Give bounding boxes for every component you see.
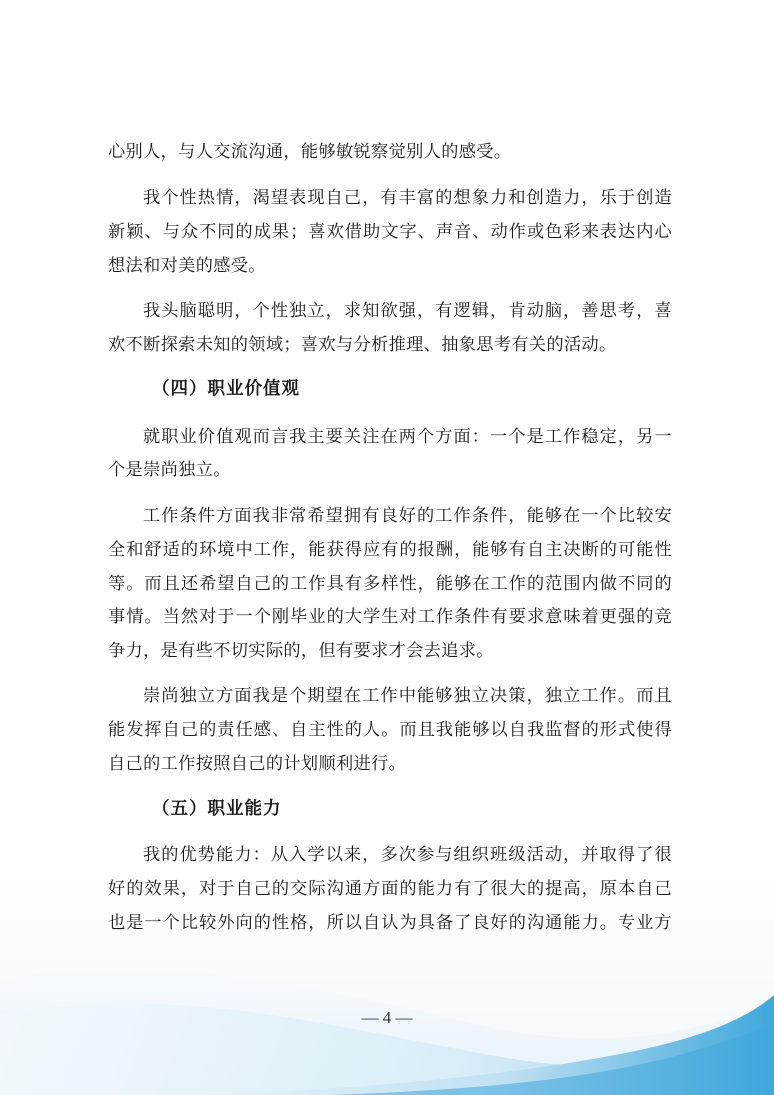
paragraph-line: 等。而且还希望自己的工作具有多样性，能够在工作的范围内做不同的 (108, 574, 672, 594)
paragraph-line: 全和舒适的环境中工作，能获得应有的报酬，能够有自主决断的可能性 (108, 540, 672, 560)
paragraph-line: 好的效果，对于自己的交际沟通方面的能力有了很大的提高，原本自己 (108, 879, 672, 899)
section-heading-ability: （五）职业能力 (152, 799, 282, 819)
paragraph-line: 心别人，与人交流沟通，能够敏锐察觉别人的感受。 (108, 142, 512, 162)
paragraph-line: 就职业价值观而言我主要关注在两个方面：一个是工作稳定，另一 (143, 427, 672, 447)
paragraph-line: 争力，是有些不切实际的，但有要求才会去追求。 (108, 641, 494, 661)
section-heading-values: （四）职业价值观 (152, 379, 300, 399)
paragraph-line: 自己的工作按照自己的计划顺利进行。 (108, 754, 407, 774)
paragraph-line: 欢不断探索未知的领域；喜欢与分析推理、抽象思考有关的活动。 (108, 335, 617, 355)
paragraph-line: 我个性热情，渴望表现自己，有丰富的想象力和创造力，乐于创造 (143, 188, 672, 208)
page-number: — 4 — (361, 1008, 413, 1027)
paragraph-line: 工作条件方面我非常希望拥有良好的工作条件，能够在一个比较安 (143, 506, 672, 526)
paragraph-line: 想法和对美的感受。 (108, 256, 266, 276)
paragraph-line: 也是一个比较外向的性格，所以自认为具备了良好的沟通能力。专业方 (108, 913, 672, 933)
paragraph-line: 我的优势能力：从入学以来，多次参与组织班级活动，并取得了很 (143, 845, 672, 865)
paragraph-line: 能发挥自己的责任感、自主性的人。而且我能够以自我监督的形式使得 (108, 720, 672, 740)
paragraph-line: 新颖、与众不同的成果；喜欢借助文字、声音、动作或色彩来表达内心 (108, 222, 672, 242)
paragraph-line: 我头脑聪明，个性独立，求知欲强，有逻辑，肯动脑，善思考，喜 (143, 301, 672, 321)
paragraph-line: 事情。当然对于一个刚毕业的大学生对工作条件有要求意味着更强的竞 (108, 607, 672, 627)
paragraph-line: 崇尚独立方面我是个期望在工作中能够独立决策，独立工作。而且 (143, 686, 672, 706)
paragraph-line: 个是崇尚独立。 (108, 460, 231, 480)
